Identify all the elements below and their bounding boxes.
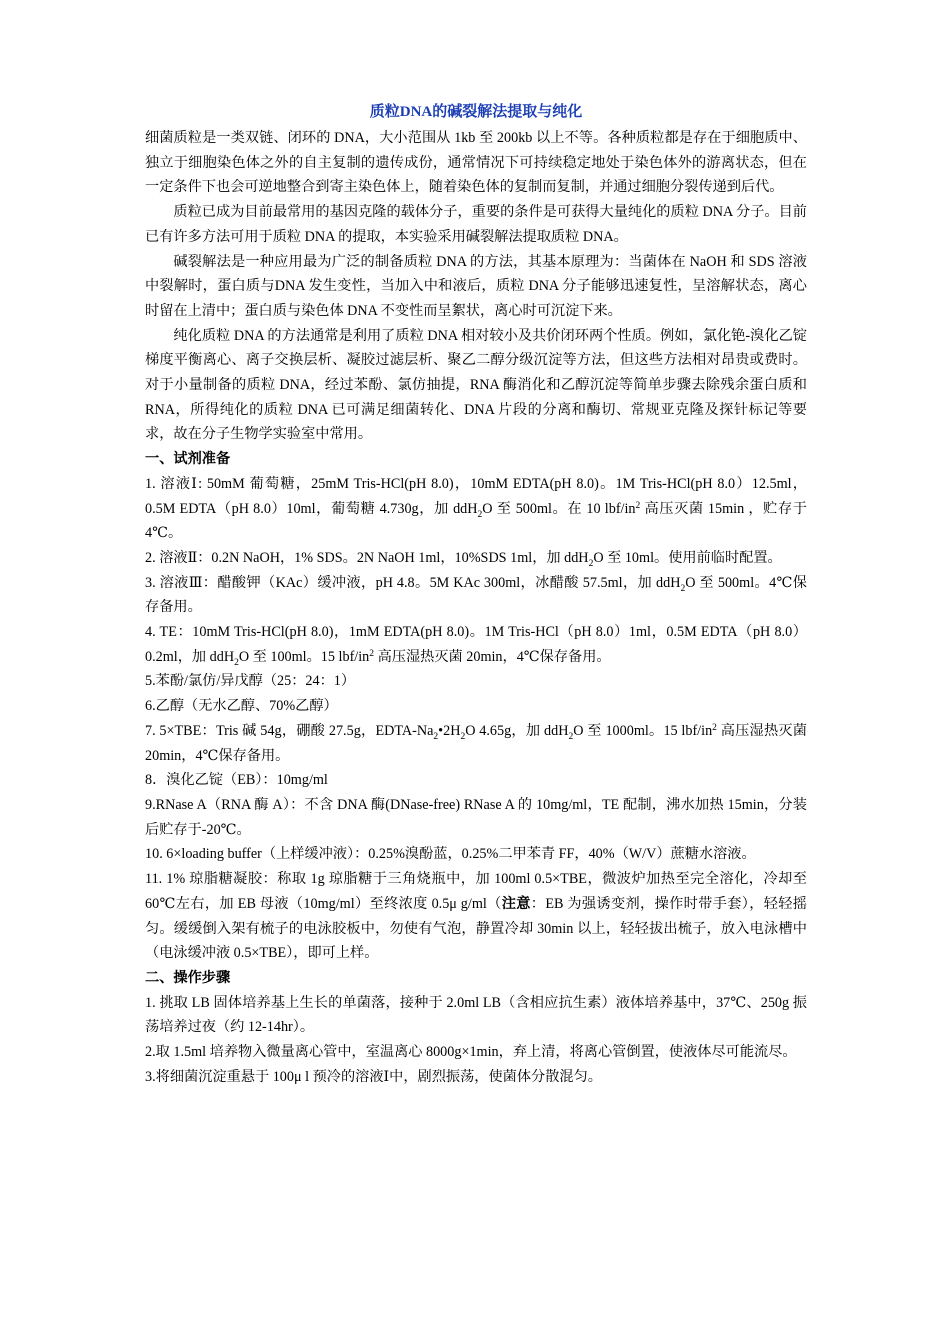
- reagent-11-text: 11. 1% 琼脂糖凝胶：称取 1g 琼脂糖于三角烧瓶中，加 100ml 0.5×TBE，微波炉加热至完全溶化，冷却至 60℃左右，加 EB 母液（10mg/ml）至终浓度 0.5μ g/ml（: [145, 871, 807, 912]
- document-page: [145, 100, 807, 1089]
- step-item-3: 3.将细菌沉淀重悬于 100μ l 预冷的溶液Ⅰ中，剧烈振荡，使菌体分散混匀。: [145, 1068, 602, 1085]
- reagent-7-text-c: O 4.65g，加 ddH: [465, 722, 569, 739]
- note-label: 注意: [501, 895, 531, 912]
- reagent-2-text: 2. 溶液Ⅱ：0.2N NaOH，1% SDS。2N NaOH 1ml，10%SDS 1ml，加 ddH: [145, 549, 589, 566]
- intro-paragraph-2: 质粒已成为目前最常用的基因克隆的载体分子，重要的条件是可获得大量纯化的质粒 DNA 分子。目前已有许多方法可用于质粒 DNA 的提取，本实验采用碱裂解法提取质粒 DNA。: [145, 204, 807, 245]
- reagent-item-9: 9.RNase A（RNA 酶 A）：不含 DNA 酶(DNase-free) RNase A 的 10mg/ml，TE 配制，沸水加热 15min，分装后贮存于-20℃。: [145, 796, 807, 838]
- reagent-4-text: 4. TE：10mM Tris-HCl(pH 8.0)，1mM EDTA(pH 8.0)。1M Tris-HCl（pH 8.0）1ml，0.5M EDTA（pH 8.0）0.2ml，加 ddH: [145, 624, 807, 665]
- reagent-2-text-b: O 至 10ml。使用前临时配置。: [593, 549, 782, 566]
- reagent-3-text: 3. 溶液Ⅲ：醋酸钾（KAc）缓冲液，pH 4.8。5M KAc 300ml，冰醋酸 57.5ml，加 ddH: [145, 574, 681, 591]
- reagent-item-5: 5.苯酚/氯仿/异戊醇（25：24：1）: [145, 673, 356, 690]
- section-heading-steps: 二、操作步骤: [145, 969, 231, 986]
- reagent-item-11: [145, 867, 807, 966]
- reagent-1-text-c: 高压灭菌 15min ，贮存于 4℃。: [145, 500, 807, 542]
- subscript: 2: [460, 731, 466, 742]
- reagent-item-2: [145, 546, 807, 571]
- reagent-item-10: 10. 6×loading buffer（上样缓冲液）：0.25%溴酚蓝，0.25%二甲苯青 FF，40%（W/V）蔗糖水溶液。: [145, 846, 756, 863]
- superscript: 2: [635, 500, 641, 511]
- reagent-item-1: [145, 472, 807, 546]
- reagent-item-6: 6.乙醇（无水乙醇、70%乙醇）: [145, 698, 338, 715]
- subscript: 2: [680, 583, 686, 594]
- intro-paragraph-3: 碱裂解法是一种应用最为广泛的制备质粒 DNA 的方法，其基本原理为：当菌体在 NaOH 和 SDS 溶液中裂解时，蛋白质与DNA 发生变性，当加入中和液后，质粒 DNA 分子能够迅速复性，呈溶解状态，离心时留在上清中；蛋白质与染色体 DNA 不变性而呈絮状，离心时可沉淀下来。: [145, 253, 807, 319]
- document-title: 质粒DNA的碱裂解法提取与纯化: [369, 104, 583, 120]
- reagent-4-text-b: O 至 100ml。15 lbf/in: [238, 648, 370, 665]
- subscript: 2: [588, 558, 594, 569]
- intro-paragraph-1: 细菌质粒是一类双链、闭环的 DNA，大小范围从 1kb 至 200kb 以上不等。各种质粒都是存在于细胞质中、独立于细胞染色体之外的自主复制的遗传成份，通常情况下可持续稳定地处于染色体外的游离状态，但在一定条件下也会可逆地整合到寄主染色体上，随着染色体的复制而复制，并通过细胞分裂传递到后代。: [145, 130, 807, 196]
- reagent-4-text-c: 高压湿热灭菌 20min，4℃保存备用。: [374, 648, 611, 665]
- reagent-item-3: [145, 571, 807, 620]
- subscript: 2: [234, 657, 239, 668]
- reagent-7-text-e: 高压湿热灭菌 20min，4℃保存备用。: [145, 722, 807, 764]
- subscript: 2: [477, 509, 483, 520]
- step-item-1: 1. 挑取 LB 固体培养基上生长的单菌落，接种于 2.0ml LB（含相应抗生素）液体培养基中，37℃、250g 振荡培养过夜（约 12-14hr）。: [145, 994, 807, 1036]
- superscript: 2: [712, 722, 717, 733]
- reagent-3-text-b: O 至 500ml。4℃保存备用。: [145, 574, 807, 616]
- reagent-1-text-b: O 至 500ml。在 10 lbf/in: [482, 500, 636, 517]
- reagent-item-7: [145, 719, 807, 768]
- reagent-item-8: 8．溴化乙锭（EB）：10mg/ml: [145, 772, 328, 789]
- reagent-7-text-d: O 至 1000ml。15 lbf/in: [573, 722, 713, 739]
- section-heading-reagents: 一、试剂准备: [145, 451, 231, 468]
- reagent-item-4: [145, 620, 807, 669]
- superscript: 2: [369, 648, 375, 659]
- step-item-2: 2.取 1.5ml 培养物入微量离心管中，室温离心 8000g×1min，弃上清，将离心管倒置，使液体尽可能流尽。: [145, 1044, 797, 1061]
- reagent-7-text: 7. 5×TBE：Tris 碱 54g，硼酸 27.5g，EDTA-Na: [145, 722, 434, 739]
- reagent-7-text-b: •2H: [438, 722, 461, 739]
- intro-paragraph-4: 纯化质粒 DNA 的方法通常是利用了质粒 DNA 相对较小及共价闭环两个性质。例如，氯化铯-溴化乙锭梯度平衡离心、离子交换层析、凝胶过滤层析、聚乙二醇分级沉淀等方法，但这些方法相对昂贵或费时。对于小量制备的质粒 DNA，经过苯酚、氯仿抽提，RNA 酶消化和乙醇沉淀等简单步骤去除残余蛋白质和 RNA，所得纯化的质粒 DNA 已可满足细菌转化、DNA 片段的分离和酶切、常规亚克隆及探针标记等要求，故在分子生物学实验室中常用。: [145, 327, 807, 443]
- subscript: 2: [433, 731, 439, 742]
- reagent-11-text-b: ：EB 为强诱变剂，操作时带手套），轻轻摇匀。缓缓倒入架有梳子的电泳胶板中，勿使有气泡，静置冷却 30min 以上，轻轻拔出梳子，放入电泳槽中（电泳缓冲液 0.5×TBE），即可上样。: [145, 895, 807, 962]
- reagent-1-text: 1. 溶液Ⅰ: 50mM 葡萄糖，25mM Tris-HCl(pH 8.0)，10mM EDTA(pH 8.0)。1M Tris-HCl(pH 8.0）12.5ml，0.5M EDTA（pH 8.0）10ml，葡萄糖 4.730g，加 ddH: [145, 475, 807, 517]
- subscript: 2: [568, 731, 574, 742]
